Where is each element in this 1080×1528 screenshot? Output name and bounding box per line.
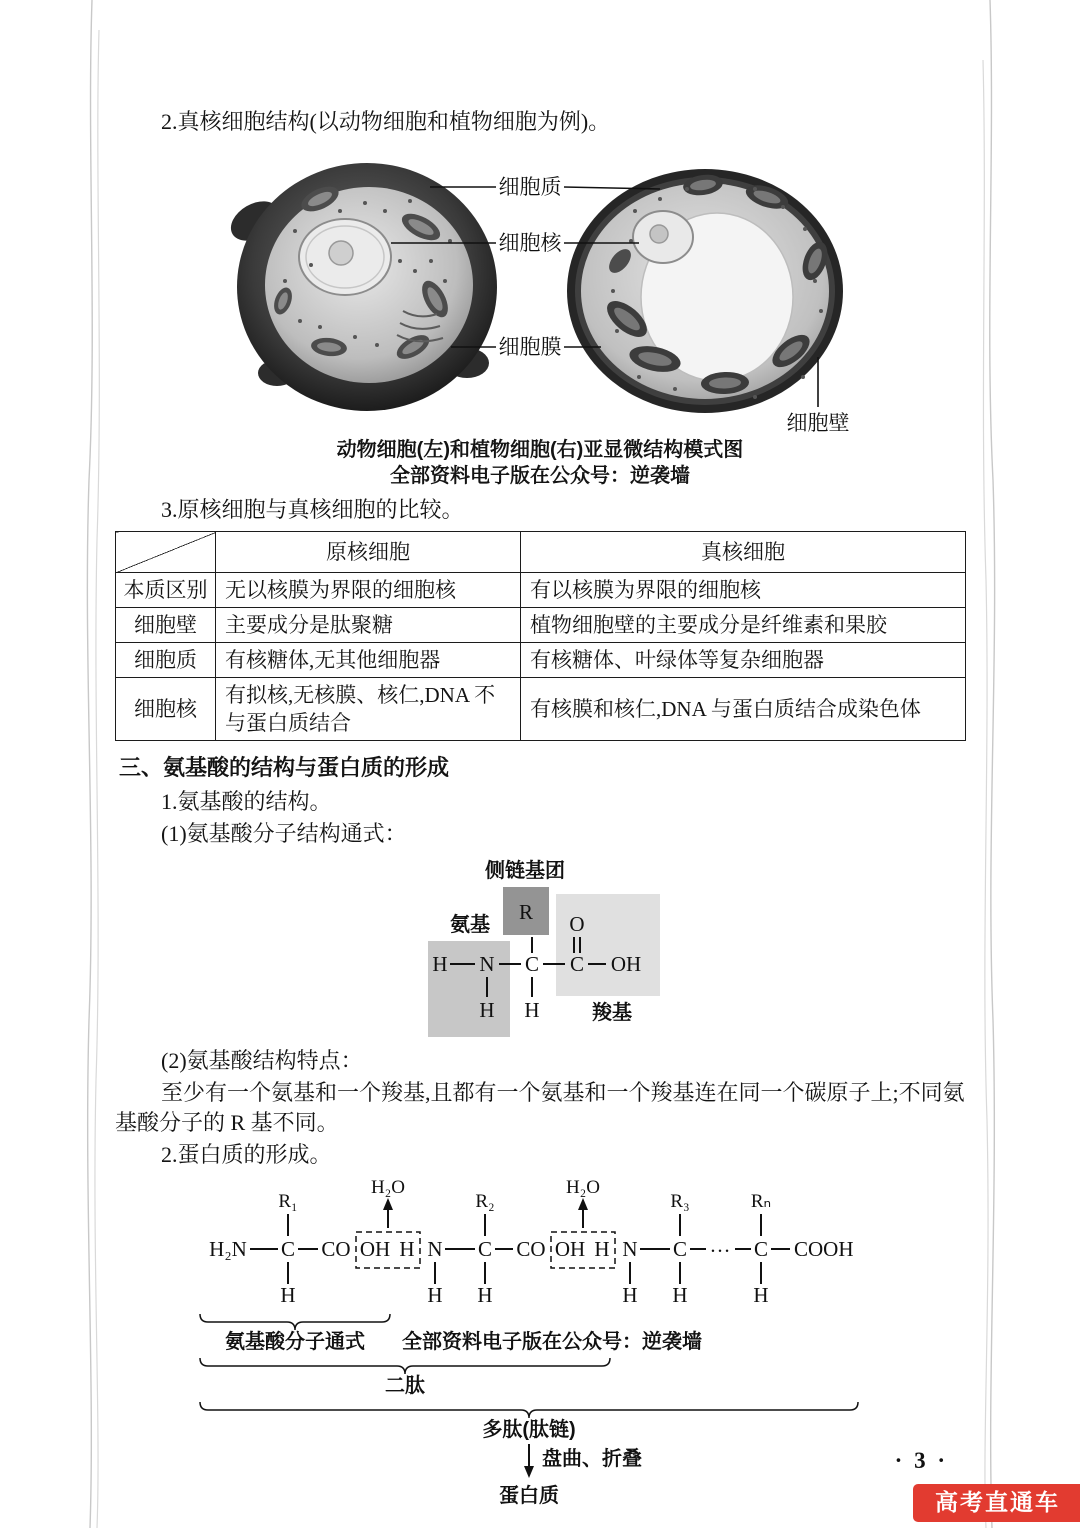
atom-c-alpha: C (524, 952, 540, 976)
cell-prokaryote: 有核糖体,无其他细胞器 (216, 643, 521, 678)
row-label: 细胞核 (116, 678, 216, 741)
cell-eukaryote: 有以核膜为界限的细胞核 (521, 573, 966, 608)
h2o-arrow-1 (383, 1198, 393, 1228)
label-side-chain: 侧链基团 (485, 860, 565, 882)
carboxyl-group-highlight (556, 894, 660, 996)
cell-structure-figure (115, 141, 965, 437)
peptide-formation-figure (190, 1174, 890, 1509)
column-header-prokaryote: 原核细胞 (216, 532, 521, 573)
atom-c3: C (672, 1237, 688, 1261)
fold-arrow (524, 1444, 534, 1478)
watermark-text: 高考直通车 (935, 1489, 1060, 1515)
column-header-eukaryote: 真核细胞 (521, 532, 966, 573)
atom-c-carboxyl: C (569, 952, 585, 976)
subheading-general-formula: (1)氨基酸分子结构通式： (161, 821, 407, 846)
h-below-c1: H (280, 1283, 296, 1307)
r-group-letter: R (518, 900, 534, 924)
table-row-cytoplasm (116, 643, 966, 678)
group-oh: OH (610, 952, 642, 976)
table-row-essential-difference (116, 573, 966, 608)
page-number: · 3 · (894, 1448, 948, 1473)
group-cooh: COOH (794, 1237, 854, 1261)
table-row-cell-wall (116, 608, 966, 643)
cell-prokaryote: 主要成分是肽聚糖 (216, 608, 521, 643)
subheading-protein-formation: 2.蛋白质的形成。 (161, 1142, 332, 1167)
comparison-table (115, 531, 966, 741)
heading-prokaryote-eukaryote-comparison: 3.原核细胞与真核细胞的比较。 (161, 497, 464, 522)
row-label: 细胞壁 (116, 608, 216, 643)
label-source-note: 全部资料电子版在公众号：逆袭墙 (402, 1331, 702, 1353)
cell-prokaryote: 有拟核,无核膜、核仁,DNA 不与蛋白质结合 (216, 678, 521, 741)
page-edge-left-decoration (78, 0, 106, 1528)
page-edge-right-decoration (978, 0, 1006, 1528)
h-below-cn: H (753, 1283, 769, 1307)
atom-h: H (432, 952, 448, 976)
atom-cn: C (753, 1237, 769, 1261)
subheading-structure-features: (2)氨基酸结构特点： (161, 1048, 363, 1073)
h2o-label-2: H₂O (565, 1177, 601, 1198)
cell-eukaryote: 植物细胞壁的主要成分是纤维素和果胶 (521, 608, 966, 643)
h2o-arrow-2 (578, 1198, 588, 1228)
underbrace-amino-unit (200, 1314, 390, 1330)
atom-h-below-c: H (524, 998, 540, 1022)
h-below-c3: H (672, 1283, 688, 1307)
table-header-row (116, 532, 966, 573)
group-oh-2: OH (554, 1237, 586, 1261)
label-membrane: 细胞膜 (498, 335, 562, 359)
atom-n1: N (427, 1237, 443, 1261)
r3-label: R₃ (670, 1191, 690, 1212)
atom-n2: N (622, 1237, 638, 1261)
label-cytoplasm: 细胞质 (498, 175, 562, 199)
plant-cell-nucleus (633, 211, 693, 263)
underbrace-dipeptide (200, 1358, 610, 1374)
row-label: 本质区别 (116, 573, 216, 608)
atom-h-box1: H (399, 1237, 415, 1261)
chain-ellipsis: … (709, 1233, 731, 1257)
heading-eukaryotic-cell-structure: 2.真核细胞结构(以动物细胞和植物细胞为例)。 (161, 109, 611, 134)
figure-subcaption: 全部资料电子版在公众号：逆袭墙 (390, 465, 690, 487)
label-nucleus: 细胞核 (498, 231, 562, 255)
label-dipeptide: 二肽 (385, 1375, 425, 1397)
atom-c2: C (477, 1237, 493, 1261)
h-below-n2: H (622, 1283, 638, 1307)
heading-amino-acid-protein: 三、氨基酸的结构与蛋白质的形成 (119, 755, 450, 780)
underbrace-polypeptide (200, 1402, 858, 1418)
h-below-c2: H (477, 1283, 493, 1307)
amino-acid-formula-figure (390, 857, 690, 1042)
subheading-amino-structure: 1.氨基酸的结构。 (161, 789, 332, 814)
table-row-nucleus (116, 678, 966, 741)
row-label: 细胞质 (116, 643, 216, 678)
cell-prokaryote: 无以核膜为界限的细胞核 (216, 573, 521, 608)
group-co-1: CO (321, 1237, 351, 1261)
watermark-badge (913, 1484, 1080, 1522)
atom-h-box2: H (594, 1237, 610, 1261)
label-polypeptide: 多肽(肽链) (482, 1419, 576, 1441)
r2-label: R₂ (475, 1191, 495, 1212)
h-below-n1: H (427, 1283, 443, 1307)
label-amino-unit: 氨基酸分子通式 (225, 1331, 365, 1353)
label-protein: 蛋白质 (499, 1485, 559, 1507)
page-content (115, 105, 965, 1509)
label-cell-wall: 细胞壁 (786, 411, 850, 435)
group-co-2: CO (516, 1237, 546, 1261)
group-oh-1: OH (359, 1237, 391, 1261)
atom-h-below-n: H (479, 998, 495, 1022)
feature-paragraph: 至少有一个氨基和一个羧基,且都有一个氨基和一个羧基连在同一个碳原子上;不同氨基酸分子的 R 基不同。 (115, 1080, 965, 1135)
label-coiling-folding: 盘曲、折叠 (542, 1448, 642, 1470)
rn-label: Rₙ (750, 1191, 772, 1212)
atom-n: N (479, 952, 495, 976)
table-corner-cell (116, 532, 216, 573)
plant-cell-illustration (567, 169, 843, 413)
atom-o: O (569, 912, 585, 936)
figure-caption: 动物细胞(左)和植物细胞(右)亚显微结构模式图 (336, 439, 744, 461)
r1-label: R₁ (278, 1191, 298, 1212)
atom-c1: C (280, 1237, 296, 1261)
cell-eukaryote: 有核膜和核仁,DNA 与蛋白质结合成染色体 (521, 678, 966, 741)
label-amino-group: 氨基 (450, 914, 490, 936)
label-carboxyl-group: 羧基 (592, 1002, 632, 1024)
animal-cell-nucleus (299, 219, 391, 295)
h2o-label-1: H₂O (370, 1177, 406, 1198)
cell-eukaryote: 有核糖体、叶绿体等复杂细胞器 (521, 643, 966, 678)
group-h2n: H₂N (209, 1237, 247, 1261)
animal-cell-illustration (224, 163, 497, 411)
